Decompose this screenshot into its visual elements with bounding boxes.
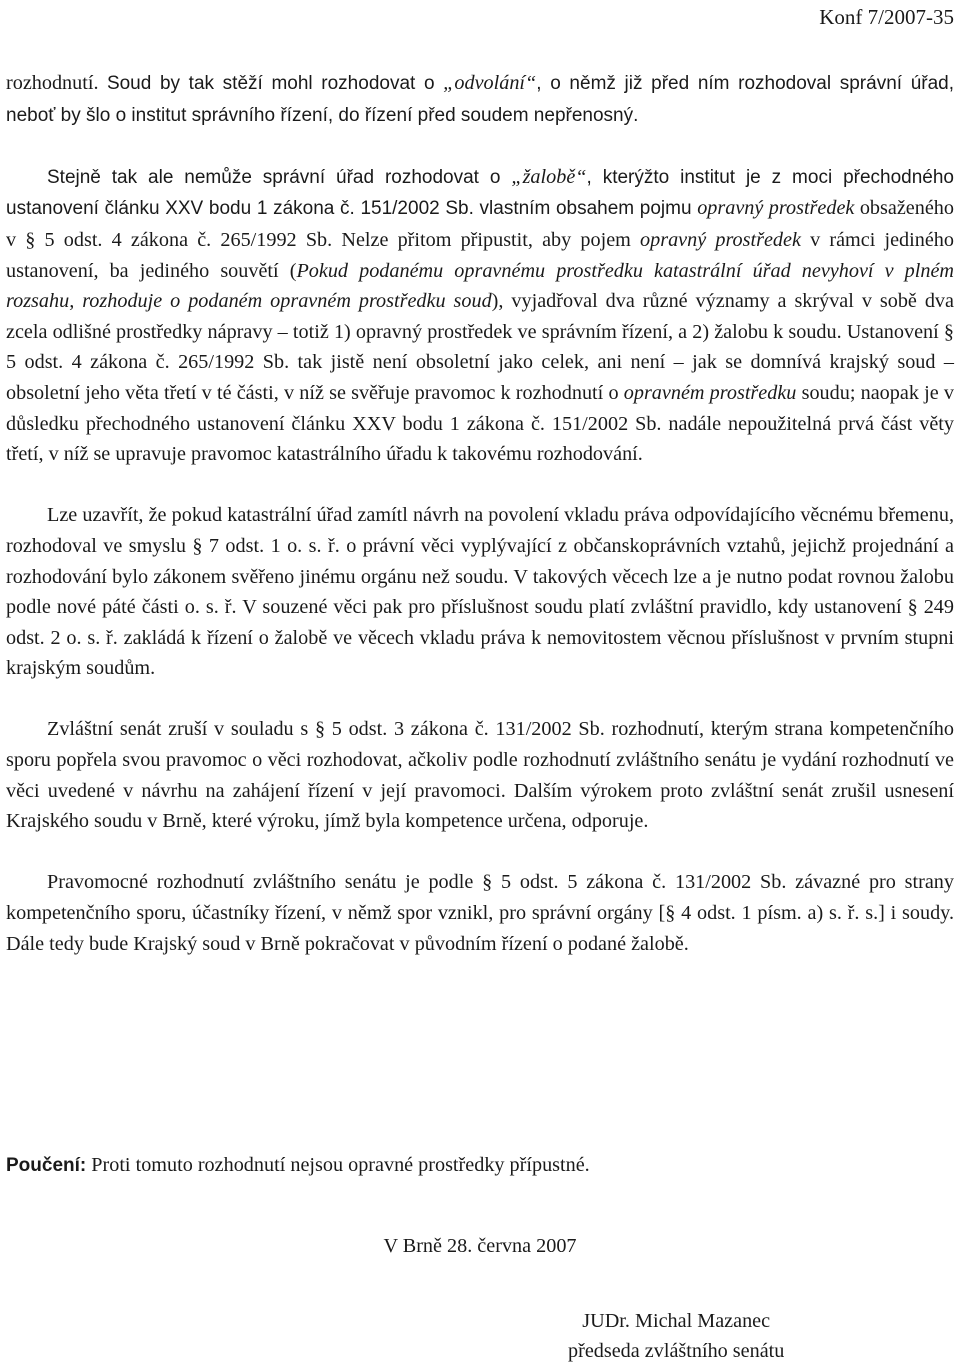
notice-label: Poučení: bbox=[6, 1155, 87, 1176]
paragraph-2 bbox=[6, 162, 954, 470]
quoted-term-action: „žalobě“ bbox=[511, 165, 587, 188]
signatory-role: předseda zvláštního senátu bbox=[568, 1340, 785, 1362]
paragraph-2-segment: v rámci jediného ustanovení, ba jediného souvětí ( bbox=[6, 228, 954, 282]
paragraph-5: Pravomocné rozhodnutí zvláštního senátu je podle § 5 odst. 5 zákona č. 131/2002 Sb. závazné pro strany kompetenčního sporu, účastníky řízení, v němž spor vznikl, pro správní orgány [§ 4 odst. 1 písm. a) s. ř. s.] i soudy. Dále tedy bude Krajský soud v Brně pokračovat v původním řízení o podané žalobě. bbox=[6, 871, 954, 955]
paragraph-3: Lze uzavřít, že pokud katastrální úřad zamítl návrh na povolení vkladu práva odpovídajícího věcnému břemenu, rozhodoval ve smyslu § 7 odst. 1 o. s. ř. o právní věci vyplývající z občanskoprávních vztahů, jejichž projednání a rozhodování bylo zákonem svěřeno jinému orgánu než soudu. V takových věcech lze a je nutno podat rovnou žalobu podle nové páté části o. s. ř. V souzené věci pak pro příslušnost soudu platí zvláštní pravidlo, kdy ustanovení § 249 odst. 2 o. s. ř. zakládá k řízení o žalobě ve věcech vkladu práva k nemovitostem věcnou příslušnost v prvním stupni krajským soudům. bbox=[6, 504, 954, 680]
emphasized-term: opravný prostředek bbox=[640, 228, 801, 251]
notice-text: Proti tomuto rozhodnutí nejsou opravné prostředky přípustné. bbox=[86, 1154, 590, 1176]
paragraph-1 bbox=[6, 68, 954, 131]
emphasized-term: opravný prostředek bbox=[697, 197, 855, 220]
paragraph-2-segment: , kterýžto institut je z moci přechodného ustanovení článku XXV bodu 1 zákona č. 151/2002 Sb. vlastním obsahem pojmu bbox=[6, 166, 955, 220]
paragraph-2-segment: soudu; naopak je v důsledku přechodného ustanovení článku XXV bodu 1 zákona č. 151/2002 Sb. nadále nepoužitelná prvá část věty třetí, v níž se upravuje pravomoc katastrálního úřadu k takovému rozhodování. bbox=[6, 381, 954, 466]
paragraph-1-segment: , o němž již před ním rozhodoval správní úřad, neboť by šlo o institut správního řízení, do řízení před soudem nepřenosný. bbox=[6, 73, 955, 126]
signatory-name: JUDr. Michal Mazanec bbox=[582, 1310, 771, 1332]
legal-notice bbox=[6, 1152, 590, 1179]
signature-block bbox=[568, 1306, 784, 1366]
paragraph-4: Zvláštní senát zruší v souladu s § 5 odst. 3 zákona č. 131/2002 Sb. rozhodnutí, kterým strana kompetenčního sporu popřela svou pravomoc o věci rozhodovat, ačkoliv podle rozhodnutí zvláštního senátu je vydání rozhodnutí ve věci uvedené v návrhu na zahájení řízení v její pravomoci. Dalším výrokem proto zvláštní senát zrušil usnesení Krajského soudu v Brně, které výroku, jímž byla kompetence určena, odporuje. bbox=[6, 718, 954, 833]
quoted-provision: Pokud podanému opravnému prostředku katastrální úřad nevyhoví v plném rozsahu, rozhoduje o podaném opravném prostředku soud bbox=[6, 259, 954, 313]
case-reference: Konf 7/2007-35 bbox=[819, 5, 954, 29]
paragraph-1-segment: Soud by tak stěží mohl rozhodovat o bbox=[106, 73, 444, 94]
paragraph-2-segment: Stejně tak ale nemůže správní úřad rozhodovat o bbox=[47, 166, 512, 188]
date-line: V Brně 28. června 2007 bbox=[383, 1235, 577, 1257]
paragraph-2-segment: ), vyjadřoval dva různé významy a skrýval v sobě dva zcela odlišné prostředky nápravy – totiž 1) opravný prostředek ve správním řízení, a 2) žalobu k soudu. Ustanovení § 5 odst. 4 zákona č. 265/1992 Sb. tak jistě není obsoletní jako celek, ani není – jak se domnívá krajský soud – obsoletní jeho věta třetí v té části, v níž se svěřuje pravomoc k rozhodnutí o bbox=[6, 290, 954, 404]
paragraph-2-segment: obsaženého v § 5 odst. 4 zákona č. 265/1992 Sb. bbox=[6, 197, 954, 251]
paragraph-2-segment: Nelze přitom připustit, aby pojem bbox=[341, 228, 641, 251]
paragraph-1-segment: rozhodnutí. bbox=[6, 72, 107, 94]
emphasized-term: opravném prostředku bbox=[623, 381, 797, 404]
document-body bbox=[6, 68, 954, 959]
quoted-term-appeal: „odvolání“ bbox=[443, 72, 537, 94]
